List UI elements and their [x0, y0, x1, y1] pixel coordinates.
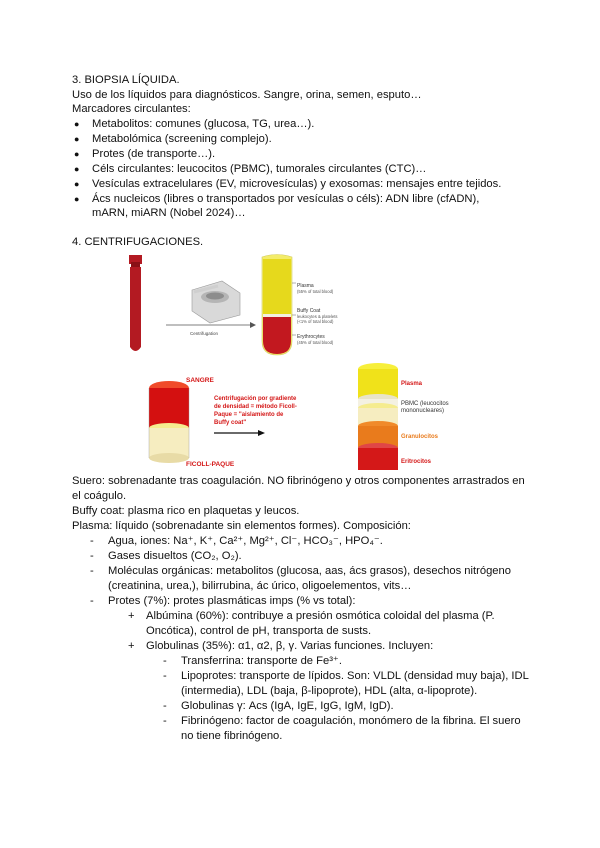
blood-tube-icon [129, 255, 142, 351]
bullet-icon: ● [74, 149, 80, 159]
section3-title: 3. BIOPSIA LÍQUIDA. [72, 74, 180, 86]
section4-title: 4. CENTRIFUGACIONES. [72, 236, 204, 248]
suero-line2: el coágulo. [72, 490, 127, 502]
separated-tube-icon [262, 255, 292, 356]
granulocitos-label: Granulocitos [401, 434, 439, 440]
dash-item-organicas-cont: (creatinina, urea,), bilirrubina, ác úrico, oligoelementos, vits… [108, 580, 412, 592]
bullet-icon: ● [74, 194, 80, 204]
ficoll-tube-icon [149, 381, 189, 463]
centrifugation-label: Centrifugation [190, 331, 219, 336]
gradient-line2: de densidad = método Ficoll- [214, 404, 297, 410]
glob-item-gamma: - Globulinas γ: Acs (IgA, IgE, IgG, IgM, IgD). [163, 700, 394, 712]
marker-item: ● Vesículas extracelulares (EV, microvesículas) y exosomas: mensajes entre tejidos. [74, 178, 502, 190]
plus-item-albumina-cont: Oncótica), control de pH, transporta de susts. [146, 625, 372, 637]
bullet-icon: ● [74, 134, 80, 144]
marker-item: ● Protes (de transporte…). [74, 148, 216, 160]
marker-item: ● Metabolómica (screening complejo). [74, 133, 272, 145]
buffy-sub2: (<1% of total blood) [297, 319, 334, 324]
plasma2-label: Plasma [401, 381, 423, 387]
plasma-text: Plasma: líquido (sobrenadante sin elementos formes). Composición: [72, 520, 411, 532]
bullet-icon: ● [74, 164, 80, 174]
marker-item: ● Metabolitos: comunes (glucosa, TG, urea…). [74, 118, 315, 130]
dash-item-gases: - Gases disueltos (CO₂, O₂). [90, 550, 242, 562]
ery-sub: (45% of total blood) [297, 340, 334, 345]
plus-item-globulinas: + Globulinas (35%): α1, α2, β, γ. Varias funciones. Incluyen: [128, 640, 434, 652]
gradient-line4: Buffy coat" [214, 420, 247, 426]
glob-item-transferrina: - Transferrina: transporte de Fe³⁺. [163, 655, 342, 667]
plus-item-albumina: + Albúmina (60%): contribuye a presión osmótica coloidal del plasma (P. [128, 610, 495, 622]
dash-item-protes: - Protes (7%): protes plasmáticas imps (% vs total): [90, 595, 356, 607]
buffy-label: Buffy Coat [297, 308, 321, 314]
glob-item-lipoprotes: - Lipoprotes: transporte de lípidos. Son: VLDL (densidad muy baja), IDL [163, 670, 529, 682]
glob-item-fibrinogeno-cont: no tiene fibrinógeno. [181, 730, 283, 742]
pbmc-label1: PBMC (leucocitos [401, 401, 449, 407]
sangre-label: SANGRE [186, 377, 214, 384]
bullet-icon: ● [74, 119, 80, 129]
plasma-label: Plasma [297, 283, 314, 289]
suero-line1: Suero: sobrenadante tras coagulación. NO fibrinógeno y otros componentes arrastrados en [72, 475, 525, 487]
marker-item-continuation: mARN, miARN (Nobel 2024)… [92, 207, 246, 219]
buffy-text: Buffy coat: plasma rico en plaquetas y leucos. [72, 505, 300, 517]
section3-intro: Uso de los líquidos para diagnósticos. Sangre, orina, semen, esputo… [72, 89, 422, 101]
dash-item-organicas: - Moléculas orgánicas: metabolitos (glucosa, aas, ács grasos), desechos nitrógeno [90, 565, 511, 577]
marker-item: ● Ács nucleicos (libres o transportados por vesículas o céls): ADN libre (cfADN), [74, 193, 480, 205]
eritrocitos-label: Eritrocitos [401, 459, 432, 465]
layered-tube-icon [358, 363, 398, 470]
pbmc-label2: mononucleares) [401, 408, 445, 414]
marker-item: ● Céls circulantes: leucocitos (PBMC), tumorales circulantes (CTC)… [74, 163, 427, 175]
centrifugation-figure [110, 245, 490, 470]
ficoll-label: FICOLL-PAQUE [186, 461, 235, 468]
buffy-sub1: leukocytes & platelets [297, 314, 338, 319]
glob-item-lipoprotes-cont: (intermedia), LDL (baja, β-lipoprote), HDL (alta, α-lipoprote). [181, 685, 478, 697]
bullet-icon: ● [74, 179, 80, 189]
gradient-line1: Centrifugación por gradiente [214, 396, 297, 402]
glob-item-fibrinogeno: - Fibrinógeno: factor de coagulación, monómero de la fibrina. El suero [163, 715, 521, 727]
markers-title: Marcadores circulantes: [72, 103, 191, 115]
ery-label: Erythrocytes [297, 334, 325, 340]
dash-item-agua: - Agua, iones: Na⁺, K⁺, Ca²⁺, Mg²⁺, Cl⁻, HCO₃⁻, HPO₄⁻. [90, 535, 383, 547]
gradient-line3: Paque = "aislamiento de [214, 412, 284, 418]
plasma-sub: (55% of total blood) [297, 289, 334, 294]
centrifuge-icon [192, 281, 240, 323]
